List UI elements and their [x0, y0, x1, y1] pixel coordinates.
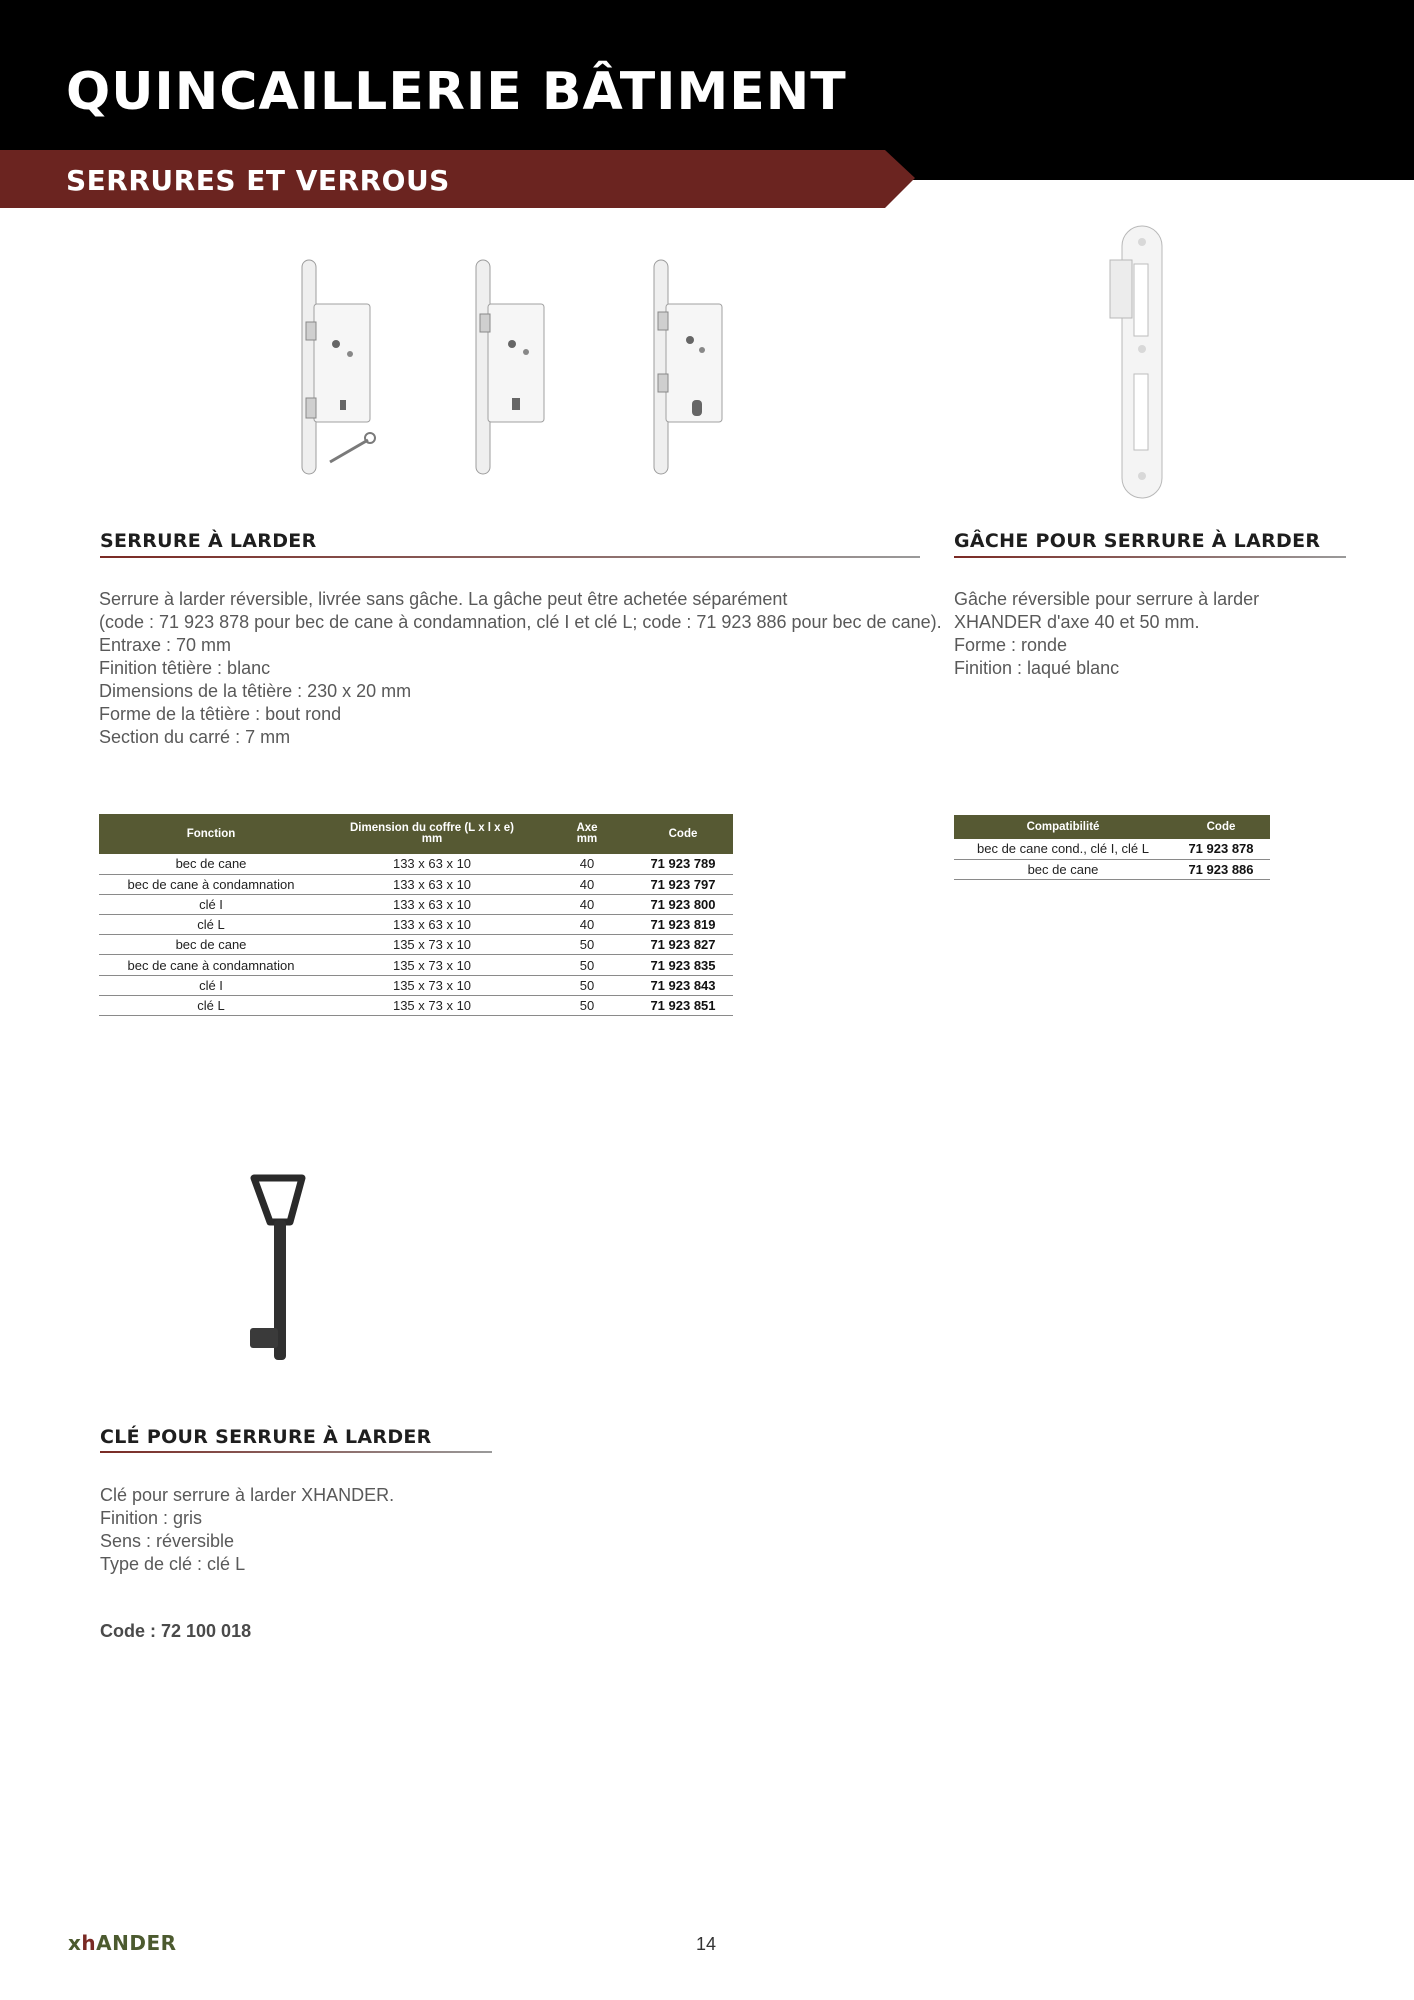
section-subtitle: SERRURES ET VERROUS — [66, 164, 450, 197]
table-row: clé L 135 x 73 x 10 50 71 923 851 — [99, 995, 733, 1015]
table-row: clé I 133 x 63 x 10 40 71 923 800 — [99, 894, 733, 914]
lock-image-2 — [462, 252, 562, 480]
table-row: bec de cane 133 x 63 x 10 40 71 923 789 — [99, 854, 733, 874]
gache-divider — [954, 556, 1346, 558]
brand-logo: xhANDER — [68, 1931, 177, 1955]
serrure-table — [99, 814, 733, 1016]
cle-description: Clé pour serrure à larder XHANDER. Finition : gris Sens : réversible Type de clé : clé L — [100, 1485, 395, 1574]
strike-plate-image — [1098, 224, 1188, 504]
cle-title: CLÉ POUR SERRURE À LARDER — [100, 1426, 432, 1448]
table-row: bec de cane 135 x 73 x 10 50 71 923 827 — [99, 935, 733, 955]
page-title: QUINCAILLERIE BÂTIMENT — [66, 62, 847, 122]
col-compatibilite: Compatibilité — [954, 815, 1172, 839]
lock-image-1 — [290, 252, 390, 480]
table-row: bec de cane à condamnation 133 x 63 x 10 40 71 923 797 — [99, 874, 733, 894]
page-number: 14 — [696, 1934, 717, 1954]
col-code: Code — [1172, 815, 1270, 839]
table-row: bec de cane 71 923 886 — [954, 859, 1270, 879]
col-axe: Axe mm — [541, 814, 633, 854]
serrure-divider — [100, 556, 920, 558]
serrure-title: SERRURE À LARDER — [100, 530, 317, 552]
table-row: clé L 133 x 63 x 10 40 71 923 819 — [99, 915, 733, 935]
gache-title: GÂCHE POUR SERRURE À LARDER — [954, 530, 1321, 552]
table-row: bec de cane à condamnation 135 x 73 x 10 50 71 923 835 — [99, 955, 733, 975]
col-fonction: Fonction — [99, 814, 323, 854]
col-dimension: Dimension du coffre (L x l x e) mm — [323, 814, 541, 854]
col-code: Code — [633, 814, 733, 854]
table-row: bec de cane cond., clé I, clé L 71 923 878 — [954, 839, 1270, 859]
cle-code: Code : 72 100 018 — [100, 1621, 252, 1641]
key-image — [240, 1170, 320, 1370]
lock-image-3 — [636, 252, 736, 480]
serrure-description: Serrure à larder réversible, livrée sans gâche. La gâche peut être achetée séparément (code : 71 923 878 pour bec de cane à condamnation, clé I et clé L; code : 71 923 886 pour bec de cane). Entraxe : 70 mm Finition têtière : blanc Dimensions de la têtière : 230 x 20 mm Forme de la têtière : bout rond Section du carré : 7 mm — [99, 589, 942, 747]
table-row: clé I 135 x 73 x 10 50 71 923 843 — [99, 975, 733, 995]
table-header-row — [954, 815, 1270, 839]
table-header-row — [99, 814, 733, 854]
cle-divider — [100, 1451, 492, 1453]
gache-table — [954, 815, 1270, 880]
gache-description: Gâche réversible pour serrure à larder XHANDER d'axe 40 et 50 mm. Forme : ronde Finition : laqué blanc — [954, 589, 1260, 678]
